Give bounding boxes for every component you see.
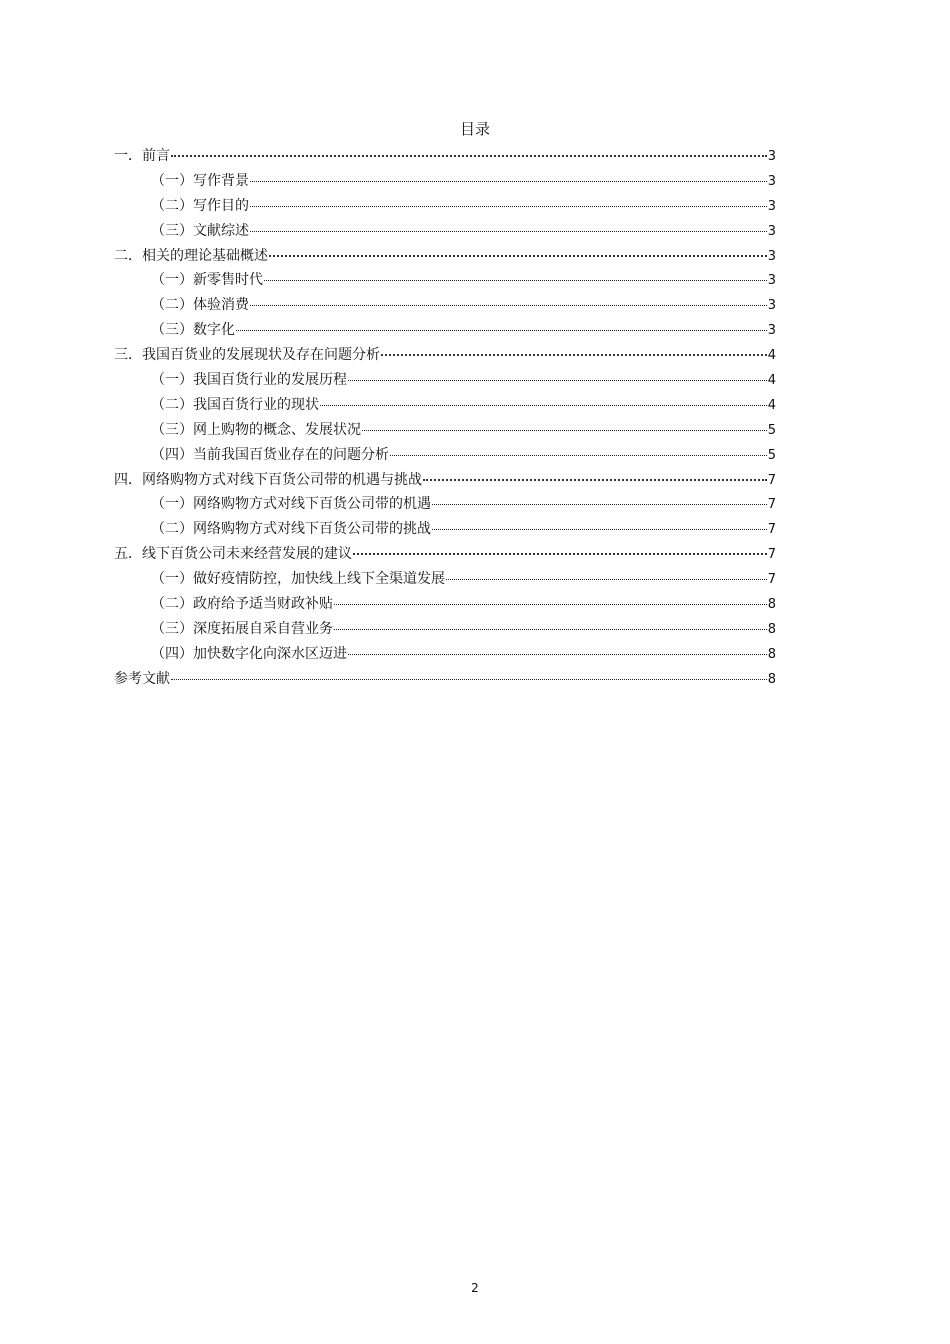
toc-dot-leader bbox=[334, 615, 767, 630]
toc-entry-label: 四．网络购物方式对线下百货公司带的机遇与挑战 bbox=[114, 471, 422, 488]
toc-entry-page: 3 bbox=[767, 223, 776, 239]
toc-entry-label: 三．我国百货业的发展现状及存在问题分析 bbox=[114, 347, 380, 364]
toc-dot-leader bbox=[269, 241, 767, 257]
toc-entry[interactable] bbox=[114, 293, 776, 318]
toc-entry-label: （三）数字化 bbox=[151, 322, 235, 339]
toc-entry[interactable] bbox=[114, 492, 776, 517]
toc-entry-label: （二）体验消费 bbox=[151, 297, 249, 314]
toc-dot-leader bbox=[264, 266, 767, 281]
toc-dot-leader bbox=[432, 515, 767, 530]
toc-entry-label: （二）写作目的 bbox=[151, 197, 249, 214]
toc-entry[interactable] bbox=[114, 567, 776, 592]
toc-dot-leader bbox=[250, 291, 767, 306]
toc-entry[interactable] bbox=[114, 542, 776, 567]
footer-page-number: 2 bbox=[471, 1281, 479, 1295]
toc-entry-label: （一）写作背景 bbox=[151, 172, 249, 189]
toc-entry-page: 8 bbox=[767, 671, 776, 687]
toc-title: 目录 bbox=[459, 120, 490, 138]
toc-entry-label: （二）政府给予适当财政补贴 bbox=[151, 596, 333, 613]
toc-dot-leader bbox=[362, 416, 767, 431]
toc-entry-page: 8 bbox=[767, 621, 776, 637]
toc-entry-page: 3 bbox=[767, 273, 776, 289]
toc-entry[interactable] bbox=[114, 418, 776, 443]
toc-dot-leader bbox=[432, 490, 767, 505]
toc-entry-page: 7 bbox=[767, 572, 776, 588]
toc-dot-leader bbox=[334, 590, 767, 605]
toc-entry-label: （二）网络购物方式对线下百货公司带的挑战 bbox=[151, 521, 431, 538]
toc-entry[interactable] bbox=[114, 268, 776, 293]
toc-entry[interactable] bbox=[114, 244, 776, 269]
toc-entry-label: （二）我国百货行业的现状 bbox=[151, 396, 319, 413]
toc-entry-page: 3 bbox=[767, 323, 776, 339]
toc-entry[interactable] bbox=[114, 144, 776, 169]
toc-entry[interactable] bbox=[114, 667, 776, 692]
toc-entry-page: 5 bbox=[767, 447, 776, 463]
toc-entry-label: 参考文献 bbox=[114, 670, 170, 687]
toc-entry-page: 7 bbox=[767, 497, 776, 513]
toc-entry-page: 4 bbox=[767, 373, 776, 389]
toc-entry-page: 7 bbox=[767, 472, 776, 488]
toc-dot-leader bbox=[250, 192, 767, 207]
toc-entry-label: （三）深度拓展自采自营业务 bbox=[151, 620, 333, 637]
toc-entry-label: 二．相关的理论基础概述 bbox=[114, 247, 268, 264]
toc-entry-label: （一）我国百货行业的发展历程 bbox=[151, 372, 347, 389]
toc-entry-page: 3 bbox=[767, 149, 776, 164]
toc-entry-page: 7 bbox=[767, 547, 776, 563]
toc-entry-page: 5 bbox=[767, 422, 776, 438]
toc-entry-label: 五．线下百货公司未来经营发展的建议 bbox=[114, 546, 352, 563]
toc-dot-leader bbox=[348, 366, 767, 381]
toc-entry-page: 8 bbox=[767, 597, 776, 613]
toc-entry[interactable] bbox=[114, 169, 776, 194]
toc-entry[interactable] bbox=[114, 393, 776, 418]
toc-dot-leader bbox=[348, 640, 767, 655]
toc-dot-leader bbox=[320, 391, 767, 406]
toc-entry[interactable] bbox=[114, 617, 776, 642]
toc-entry-page: 3 bbox=[767, 248, 776, 264]
toc-dot-leader bbox=[250, 167, 767, 182]
toc-dot-leader bbox=[390, 441, 767, 456]
toc-entry-label: （一）网络购物方式对线下百货公司带的机遇 bbox=[151, 496, 431, 513]
toc-entry-label: 一．前言 bbox=[114, 148, 170, 164]
toc-entry-label: （一）做好疫情防控，加快线上线下全渠道发展 bbox=[151, 571, 445, 588]
toc-entry[interactable] bbox=[114, 194, 776, 219]
toc-entry-page: 4 bbox=[767, 348, 776, 364]
toc-entry-label: （一）新零售时代 bbox=[151, 272, 263, 289]
toc-entry[interactable] bbox=[114, 368, 776, 393]
toc-entry-page: 7 bbox=[767, 522, 776, 538]
toc-entry-page: 3 bbox=[767, 298, 776, 314]
toc-dot-leader bbox=[236, 316, 767, 331]
toc-entry-label: （三）网上购物的概念、发展状况 bbox=[151, 421, 361, 438]
toc-entry[interactable] bbox=[114, 642, 776, 667]
toc-entry-page: 3 bbox=[767, 198, 776, 214]
toc-entry-page: 8 bbox=[767, 646, 776, 662]
toc-dot-leader bbox=[353, 539, 767, 555]
toc-dot-leader bbox=[423, 465, 767, 481]
toc-entry[interactable] bbox=[114, 468, 776, 493]
toc-entry-label: （四）当前我国百货业存在的问题分析 bbox=[151, 446, 389, 463]
toc-dot-leader bbox=[171, 141, 767, 157]
table-of-contents bbox=[114, 144, 776, 692]
toc-entry-page: 3 bbox=[767, 173, 776, 189]
toc-entry-label: （四）加快数字化向深水区迈进 bbox=[151, 645, 347, 662]
toc-entry[interactable] bbox=[114, 592, 776, 617]
toc-dot-leader bbox=[171, 665, 767, 680]
toc-dot-leader bbox=[250, 217, 767, 232]
toc-entry[interactable] bbox=[114, 343, 776, 368]
toc-dot-leader bbox=[381, 340, 767, 356]
toc-entry-page: 4 bbox=[767, 397, 776, 413]
toc-dot-leader bbox=[446, 565, 767, 580]
toc-entry-label: （三）文献综述 bbox=[151, 222, 249, 239]
